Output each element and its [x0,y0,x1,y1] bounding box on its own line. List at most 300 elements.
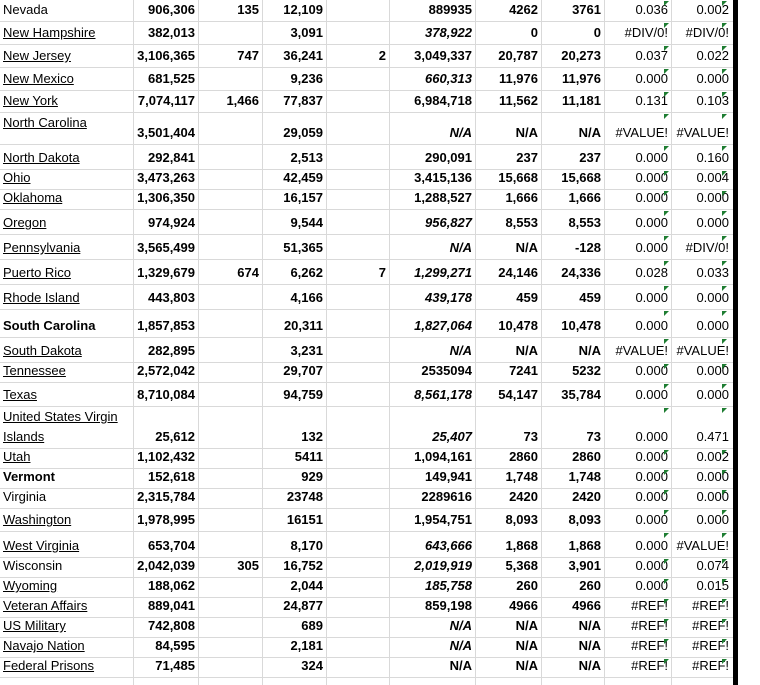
active-cases-alt-cell: 1,666 [568,190,601,205]
total-cases-cell: 12,109 [283,2,323,17]
recovered-or-remaining-cell: 3,049,337 [414,48,472,63]
state-name-cell[interactable]: South Dakota [3,343,82,358]
total-cases-cell: 3,231 [290,343,323,358]
total-cases-cell: 51,365 [283,240,323,255]
comment-marker-icon [664,69,669,74]
total-cases-cell: 24,877 [283,598,323,613]
comment-marker-icon [722,23,727,28]
active-cases-alt-cell: N/A [578,343,601,358]
state-name-cell[interactable]: North Dakota [3,150,80,165]
comment-marker-icon [722,364,727,369]
ratio-b-cell: 0.000 [696,512,729,527]
active-cases-cell: 1,666 [505,190,538,205]
population-cell: 84,595 [155,638,195,653]
comment-marker-icon [722,579,727,584]
active-cases-alt-cell: 10,478 [561,318,601,333]
table-row [0,449,733,469]
ratio-b-cell: #REF! [692,658,729,673]
comment-marker-icon [664,92,669,97]
recovered-or-remaining-cell: 378,922 [425,25,472,40]
state-name-cell[interactable]: Texas [3,387,37,402]
state-name-cell[interactable]: Oklahoma [3,190,63,205]
total-cases-cell: 689 [301,618,323,633]
active-cases-cell: 54,147 [498,387,538,402]
total-cases-cell: 2,044 [290,578,323,593]
recovered-or-remaining-cell: 956,827 [425,215,472,230]
comment-marker-icon [722,69,727,74]
state-name-cell: Nevada [3,2,48,17]
comment-marker-icon [722,599,727,604]
ratio-b-cell: #DIV/0! [685,25,729,40]
comment-marker-icon [664,450,669,455]
active-cases-alt-cell: 5232 [572,363,601,378]
ratio-b-cell: 0.103 [696,93,729,108]
active-cases-alt-cell: 3,901 [568,558,601,573]
active-cases-alt-cell: 0 [593,25,601,40]
population-cell: 2,572,042 [137,363,195,378]
table-row [0,68,733,91]
recovered-or-remaining-cell: 3,415,136 [414,170,472,185]
ratio-a-cell: #VALUE! [615,343,668,358]
recovered-or-remaining-cell: 149,941 [425,469,472,484]
active-cases-alt-cell: N/A [578,638,601,653]
table-row [0,113,733,145]
active-cases-cell: 20,787 [498,48,538,63]
active-cases-alt-cell: N/A [578,125,601,140]
state-name-cell: Virginia [3,489,47,504]
population-cell: 889,041 [148,598,195,613]
active-cases-cell: 15,668 [498,170,538,185]
ratio-b-cell: 0.015 [696,578,729,593]
state-name-cell[interactable]: Veteran Affairs [3,598,88,613]
table-row [0,190,733,210]
recovered-or-remaining-cell: 1,827,064 [414,318,472,333]
recovered-or-remaining-cell: 1,299,271 [414,265,472,280]
state-name-cell: Vermont [3,469,56,484]
ratio-b-cell: 0.000 [696,190,729,205]
ratio-a-cell: #REF! [631,638,668,653]
state-name-cell[interactable]: New Hampshire [3,25,96,40]
active-cases-alt-cell: 11,976 [561,71,601,86]
recovered-or-remaining-cell: 6,984,718 [414,93,472,108]
ratio-a-cell: 0.000 [635,190,668,205]
comment-marker-icon [722,171,727,176]
population-cell: 282,895 [148,343,195,358]
state-name-cell: Wisconsin [3,558,63,573]
comment-marker-icon [722,236,727,241]
active-cases-cell: 2860 [509,449,538,464]
comment-marker-icon [664,490,669,495]
active-cases-alt-cell: 24,336 [561,265,601,280]
total-cases-cell: 29,707 [283,363,323,378]
ratio-b-cell: 0.000 [696,290,729,305]
active-cases-cell: 459 [516,290,538,305]
total-cases-cell: 29,059 [283,125,323,140]
active-cases-alt-cell: 459 [579,290,601,305]
comment-marker-icon [664,146,669,151]
total-cases-cell: 6,262 [290,265,323,280]
active-cases-alt-cell: N/A [578,658,601,673]
active-cases-cell: N/A [515,618,538,633]
active-cases-alt-cell: 3761 [572,2,601,17]
total-cases-cell: 23748 [286,489,323,504]
total-cases-cell: 8,170 [290,538,323,553]
total-cases-cell: 2,513 [290,150,323,165]
population-cell: 3,473,263 [137,170,195,185]
population-cell: 3,106,365 [137,48,195,63]
comment-marker-icon [722,659,727,664]
comment-marker-icon [722,311,727,316]
active-cases-alt-cell: 1,748 [568,469,601,484]
active-cases-cell: N/A [515,638,538,653]
population-cell: 3,501,404 [137,125,195,140]
ratio-b-cell: #VALUE! [676,538,729,553]
comment-marker-icon [664,510,669,515]
recovered-or-remaining-cell: 290,091 [425,150,472,165]
table-row [0,638,733,658]
comment-marker-icon [664,236,669,241]
population-cell: 653,704 [148,538,195,553]
recovered-or-remaining-cell: 1,288,527 [414,190,472,205]
active-cases-alt-cell: 20,273 [561,48,601,63]
recovered-or-remaining-cell: N/A [449,240,472,255]
table-row [0,469,733,489]
active-cases-cell: N/A [515,125,538,140]
recovered-or-remaining-cell: N/A [449,125,472,140]
ratio-a-cell: #VALUE! [615,125,668,140]
total-cases-cell: 16,157 [283,190,323,205]
table-row [0,363,733,383]
ratio-a-cell: 0.000 [635,150,668,165]
ratio-a-cell: #REF! [631,598,668,613]
ratio-b-cell: #VALUE! [676,343,729,358]
state-name-cell[interactable]: Pennsylvania [3,240,81,255]
comment-marker-icon [722,1,727,6]
active-cases-cell: 237 [516,150,538,165]
population-cell: 71,485 [155,658,195,673]
total-cases-cell: 16151 [286,512,323,527]
population-cell: 742,808 [148,618,195,633]
ratio-a-cell: #REF! [631,658,668,673]
active-cases-alt-cell: -128 [574,240,601,255]
state-name-cell[interactable]: United States Virgin Islands [3,409,118,444]
table-row [0,598,733,618]
comment-marker-icon [664,639,669,644]
comment-marker-icon [664,1,669,6]
active-cases-cell: 11,976 [498,71,538,86]
active-cases-alt-cell: 4966 [572,598,601,613]
total-cases-cell: 9,236 [290,71,323,86]
comment-marker-icon [664,191,669,196]
ratio-a-cell: 0.000 [635,71,668,86]
comment-marker-icon [722,146,727,151]
ratio-b-cell: 0.160 [696,150,729,165]
ratio-b-cell: 0.000 [696,489,729,504]
comment-marker-icon [664,286,669,291]
ratio-b-cell: #REF! [692,638,729,653]
total-cases-cell: 3,091 [290,25,323,40]
active-cases-alt-cell: 15,668 [561,170,601,185]
table-row [0,91,733,113]
table-row [0,509,733,532]
ratio-a-cell: 0.000 [635,240,668,255]
total-cases-cell: 94,759 [283,387,323,402]
population-cell: 1,306,350 [137,190,195,205]
ratio-b-cell: #VALUE! [676,125,729,140]
table-row [0,407,733,449]
comment-marker-icon [722,339,727,344]
ratio-a-cell: 0.000 [635,318,668,333]
recovered-or-remaining-cell: N/A [449,343,472,358]
population-cell: 188,062 [148,578,195,593]
active-cases-cell: 73 [523,429,538,444]
active-cases-alt-cell: 73 [586,429,601,444]
state-name-cell[interactable]: Federal Prisons [3,658,95,673]
ratio-a-cell: 0.000 [635,538,668,553]
ratio-a-cell: 0.131 [635,93,668,108]
comment-marker-icon [722,191,727,196]
total-cases-cell: 324 [301,658,323,673]
ratio-a-cell: 0.000 [635,469,668,484]
ratio-b-cell: 0.000 [696,215,729,230]
table-row [0,45,733,68]
state-name-cell[interactable]: US Military [3,618,66,633]
ratio-a-cell: 0.036 [635,2,668,17]
ratio-b-cell: #DIV/0! [685,240,729,255]
total-cases-cell: 2,181 [290,638,323,653]
table-row [0,338,733,363]
population-cell: 2,042,039 [137,558,195,573]
recovered-or-remaining-cell: 1,954,751 [414,512,472,527]
state-name-cell[interactable]: Ohio [3,170,31,185]
row-gridline [0,677,733,678]
table-row [0,310,733,338]
table-row [0,558,733,578]
new-deaths-cell: 2 [378,48,386,63]
population-cell: 681,525 [148,71,195,86]
table-row [0,210,733,235]
ratio-b-cell: 0.471 [696,429,729,444]
table-row [0,235,733,260]
active-cases-alt-cell: 237 [579,150,601,165]
recovered-or-remaining-cell: 2289616 [421,489,472,504]
active-cases-cell: 8,553 [505,215,538,230]
comment-marker-icon [664,114,669,119]
ratio-a-cell: 0.000 [635,363,668,378]
active-cases-alt-cell: N/A [578,618,601,633]
new-deaths-cell: 7 [378,265,386,280]
active-cases-cell: 24,146 [498,265,538,280]
ratio-b-cell: #REF! [692,618,729,633]
total-cases-cell: 132 [301,429,323,444]
ratio-b-cell: 0.002 [696,2,729,17]
recovered-or-remaining-cell: 1,094,161 [414,449,472,464]
table-row [0,260,733,285]
population-cell: 443,803 [148,290,195,305]
comment-marker-icon [722,639,727,644]
ratio-b-cell: 0.074 [696,558,729,573]
comment-marker-icon [722,384,727,389]
total-cases-cell: 4,166 [290,290,323,305]
table-row [0,578,733,598]
total-cases-cell: 9,544 [290,215,323,230]
total-cases-cell: 16,752 [283,558,323,573]
population-cell: 7,074,117 [137,93,195,108]
comment-marker-icon [722,619,727,624]
state-name-cell[interactable]: Navajo Nation [3,638,85,653]
new-cases-cell: 305 [237,558,259,573]
total-cases-cell: 77,837 [283,93,323,108]
comment-marker-icon [722,114,727,119]
comment-marker-icon [664,211,669,216]
active-cases-cell: 2420 [509,489,538,504]
active-cases-cell: N/A [515,658,538,673]
state-name-cell[interactable]: New Mexico [3,71,74,86]
ratio-b-cell: 0.000 [696,469,729,484]
population-cell: 1,329,679 [137,265,195,280]
state-name-cell: South Carolina [3,318,96,333]
active-cases-cell: N/A [515,343,538,358]
active-cases-cell: 4262 [509,2,538,17]
comment-marker-icon [722,510,727,515]
ratio-b-cell: 0.022 [696,48,729,63]
population-cell: 152,618 [148,469,195,484]
ratio-a-cell: 0.000 [635,449,668,464]
population-cell: 1,857,853 [137,318,195,333]
comment-marker-icon [664,384,669,389]
recovered-or-remaining-cell: N/A [449,618,472,633]
comment-marker-icon [722,470,727,475]
state-name-cell[interactable]: Utah [3,449,31,464]
comment-marker-icon [664,23,669,28]
total-cases-cell: 36,241 [283,48,323,63]
active-cases-alt-cell: 260 [579,578,601,593]
state-name-cell[interactable]: Oregon [3,215,47,230]
table-row [0,22,733,45]
table-row [0,383,733,407]
active-cases-alt-cell: 2420 [572,489,601,504]
active-cases-alt-cell: 35,784 [561,387,601,402]
population-cell: 25,612 [155,429,195,444]
comment-marker-icon [722,559,727,564]
ratio-b-cell: 0.033 [696,265,729,280]
recovered-or-remaining-cell: 8,561,178 [414,387,472,402]
comment-marker-icon [664,470,669,475]
comment-marker-icon [722,490,727,495]
table-row [0,0,733,22]
ratio-b-cell: 0.000 [696,71,729,86]
ratio-b-cell: 0.000 [696,318,729,333]
comment-marker-icon [664,261,669,266]
recovered-or-remaining-cell: 2,019,919 [414,558,472,573]
comment-marker-icon [722,46,727,51]
population-cell: 1,102,432 [137,449,195,464]
ratio-a-cell: 0.000 [635,170,668,185]
population-cell: 906,306 [148,2,195,17]
state-name-cell[interactable]: Wyoming [3,578,58,593]
ratio-a-cell: 0.000 [635,489,668,504]
active-cases-alt-cell: 11,181 [561,93,601,108]
recovered-or-remaining-cell: 859,198 [425,598,472,613]
ratio-a-cell: 0.000 [635,429,668,444]
ratio-a-cell: #DIV/0! [624,25,668,40]
table-row [0,532,733,558]
recovered-or-remaining-cell: 660,313 [425,71,472,86]
population-cell: 974,924 [148,215,195,230]
comment-marker-icon [722,211,727,216]
population-cell: 382,013 [148,25,195,40]
new-cases-cell: 674 [237,265,259,280]
population-cell: 292,841 [148,150,195,165]
table-row [0,285,733,310]
comment-marker-icon [664,339,669,344]
recovered-or-remaining-cell: N/A [449,658,472,673]
ratio-a-cell: 0.000 [635,215,668,230]
ratio-a-cell: 0.000 [635,387,668,402]
state-name-cell[interactable]: Tennessee [3,363,66,378]
comment-marker-icon [664,364,669,369]
ratio-a-cell: 0.037 [635,48,668,63]
comment-marker-icon [664,46,669,51]
ratio-a-cell: 0.000 [635,290,668,305]
active-cases-cell: 8,093 [505,512,538,527]
active-cases-cell: 1,748 [505,469,538,484]
recovered-or-remaining-cell: 2535094 [421,363,472,378]
ratio-a-cell: 0.000 [635,558,668,573]
comment-marker-icon [722,261,727,266]
state-name-cell[interactable]: New Jersey [3,48,71,63]
population-cell: 1,978,995 [137,512,195,527]
new-cases-cell: 747 [237,48,259,63]
ratio-b-cell: 0.000 [696,387,729,402]
new-cases-cell: 135 [237,2,259,17]
population-cell: 3,565,499 [137,240,195,255]
recovered-or-remaining-cell: 439,178 [425,290,472,305]
active-cases-cell: 0 [530,25,538,40]
ratio-b-cell: 0.000 [696,363,729,378]
ratio-a-cell: 0.028 [635,265,668,280]
recovered-or-remaining-cell: N/A [449,638,472,653]
ratio-a-cell: #REF! [631,618,668,633]
recovered-or-remaining-cell: 185,758 [425,578,472,593]
ratio-a-cell: 0.000 [635,578,668,593]
comment-marker-icon [664,559,669,564]
total-cases-cell: 42,459 [283,170,323,185]
state-name-cell[interactable]: Puerto Rico [3,265,71,280]
comment-marker-icon [664,619,669,624]
state-name-cell[interactable]: New York [3,93,58,108]
population-cell: 8,710,084 [137,387,195,402]
table-row [0,658,733,678]
state-name-cell[interactable]: Washington [3,512,72,527]
active-cases-alt-cell: 8,093 [568,512,601,527]
state-name-cell[interactable]: North Carolina [3,115,87,130]
active-cases-alt-cell: 1,868 [568,538,601,553]
comment-marker-icon [722,450,727,455]
comment-marker-icon [664,408,669,413]
table-row [0,618,733,638]
total-cases-cell: 20,311 [283,318,323,333]
comment-marker-icon [722,286,727,291]
window-edge [733,0,738,685]
active-cases-cell: 5,368 [505,558,538,573]
total-cases-cell: 929 [301,469,323,484]
state-name-cell[interactable]: Rhode Island [3,290,80,305]
state-name-cell[interactable]: West Virginia [3,538,80,553]
active-cases-cell: 4966 [509,598,538,613]
active-cases-cell: 1,868 [505,538,538,553]
comment-marker-icon [664,171,669,176]
